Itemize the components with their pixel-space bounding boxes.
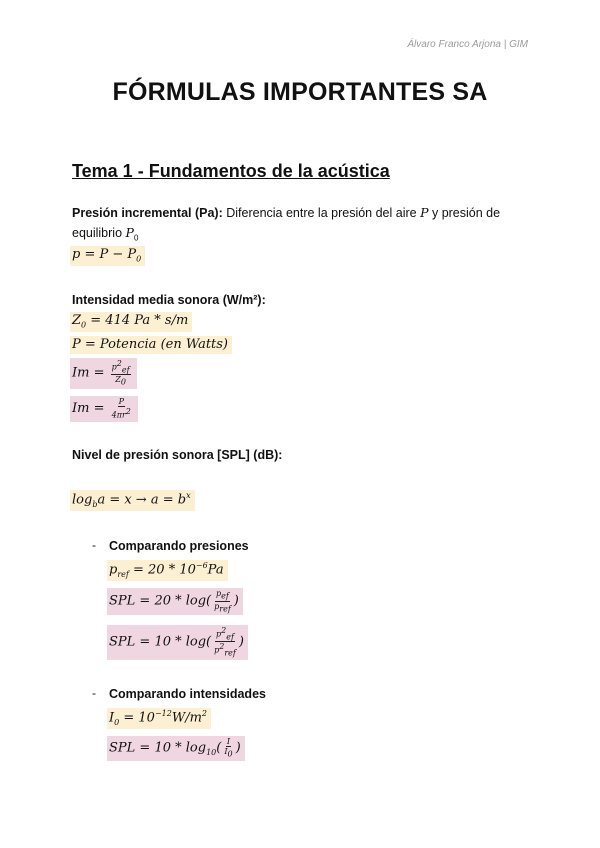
fraction: $\frac{P}{4\pi r^2}$ <box>111 397 131 420</box>
formula-spl-intensidad: SPL = $10 * \log_{10}$( $\frac{I}{I_0}$ ) <box>107 736 245 761</box>
fraction: $\frac{p^2_{ef}}{Z_0}$ <box>111 359 130 387</box>
bullet-intensidades: - <box>92 686 96 700</box>
presiones-label: Comparando presiones <box>109 539 249 553</box>
formula-potencia: P = Potencia (en Watts) <box>70 336 232 354</box>
section-title: Tema 1 - Fundamentos de la acústica <box>72 161 390 181</box>
fraction: $\frac{I}{I_0}$ <box>224 737 233 759</box>
intensidades-label: Comparando intensidades <box>109 687 266 701</box>
page-title: FÓRMULAS IMPORTANTES SA <box>112 78 488 106</box>
author-header: Álvaro Franco Arjona | GIM <box>407 39 528 50</box>
formula-z0: $Z_0 = 414$ Pa * s/m <box>70 312 192 332</box>
formula-log: $\log_ba = x \to a = b^x$ <box>70 490 195 511</box>
presion-description: Presión incremental (Pa): Diferencia entre la presión del aire P y presión de equilibrio $P_0$ <box>72 205 501 243</box>
formula-i0: $I_0 = 10^{-12}W/m^2$ <box>107 708 211 729</box>
formula-im-1: Im = $\frac{p^2_{ef}}{Z_0}$ <box>70 358 137 389</box>
fraction: $\frac{p_{ef}}{p_{ref}}$ <box>214 589 231 614</box>
formula-spl-10: SPL = 10 * log( $\frac{p^2_{ef}}{p^2_{ref}}$ ) <box>107 625 248 660</box>
formula-im-2: Im = $\frac{P}{4\pi r^2}$ <box>70 396 138 422</box>
formula-spl-20: SPL = 20 * log( $\frac{p_{ef}}{p_{ref}}$ ) <box>107 588 243 615</box>
bullet-presiones: - <box>92 538 96 552</box>
intensidad-label: Intensidad media sonora (W/m²): <box>72 293 266 307</box>
formula-pref: $p_{ref} = 20 * 10^{-6}Pa$ <box>107 560 228 581</box>
presion-label: Presión incremental (Pa): <box>72 206 223 220</box>
spl-label: Nivel de presión sonora [SPL] (dB): <box>72 448 283 462</box>
formula-presion: $p = P - P_0$ <box>70 246 145 266</box>
fraction: $\frac{p^2_{ef}}{p^2_{ref}}$ <box>214 626 236 658</box>
